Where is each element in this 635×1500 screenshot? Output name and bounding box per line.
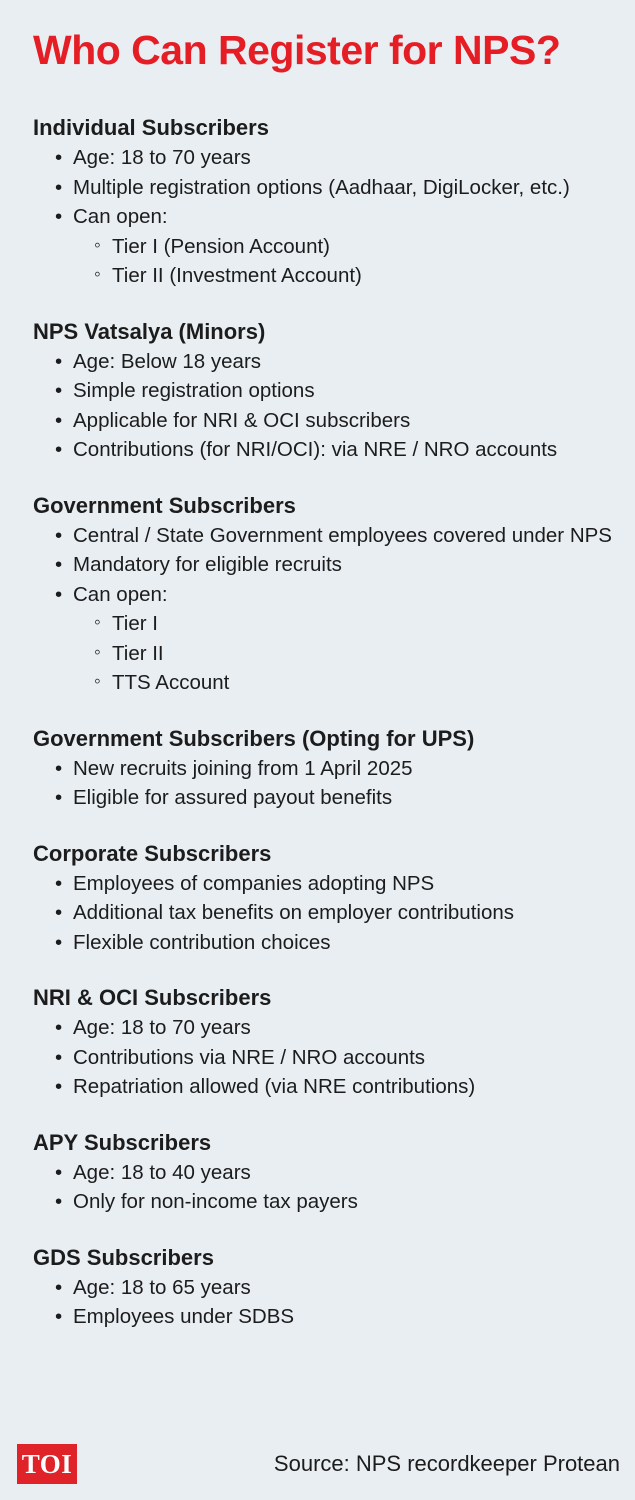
bullet-item: • Applicable for NRI & OCI subscribers (55, 406, 618, 436)
bullet-item: • Employees under SDBS (55, 1302, 618, 1332)
bullet-item: • Mandatory for eligible recruits (55, 550, 618, 580)
section-government-subscribers (33, 491, 618, 698)
bullet-list (33, 869, 618, 958)
bullet-item: • Additional tax benefits on employer contributions (55, 898, 618, 928)
bullet-item: • Age: 18 to 40 years (55, 1158, 618, 1188)
section-heading: NPS Vatsalya (Minors) (33, 318, 266, 344)
bullet-list (33, 143, 618, 291)
bullet-item: • Contributions via NRE / NRO accounts (55, 1043, 618, 1073)
bullet-list (33, 521, 618, 698)
sub-bullet-item: ◦ Tier I (94, 609, 618, 639)
bullet-list (33, 1013, 618, 1102)
bullet-item: • New recruits joining from 1 April 2025 (55, 754, 618, 784)
footer (17, 1444, 620, 1484)
bullet-item: • Repatriation allowed (via NRE contributions) (55, 1072, 618, 1102)
bullet-item: • Flexible contribution choices (55, 928, 618, 958)
bullet-item: • Age: 18 to 65 years (55, 1273, 618, 1303)
section-nps-vatsalya-minors (33, 317, 618, 465)
section-heading: NRI & OCI Subscribers (33, 985, 272, 1010)
section-heading: APY Subscribers (33, 1129, 212, 1155)
bullet-item: • Can open: ◦ Tier I (Pension Account) ◦ Tier II (Investment Account) (55, 202, 618, 291)
section-gds-subscribers (33, 1243, 618, 1332)
sub-bullet-list (73, 232, 618, 291)
section-government-subscribers-opting-for-ups (33, 724, 618, 813)
section-heading: GDS Subscribers (33, 1244, 214, 1270)
bullet-item: • Employees of companies adopting NPS (55, 869, 618, 899)
section-heading: Corporate Subscribers (33, 840, 272, 866)
bullet-item: • Only for non-income tax payers (55, 1187, 618, 1217)
bullet-item: • Contributions (for NRI/OCI): via NRE / NRO accounts (55, 435, 618, 465)
section-individual-subscribers (33, 113, 618, 291)
section-heading: Individual Subscribers (33, 115, 269, 140)
bullet-item: • Age: Below 18 years (55, 347, 618, 377)
sub-bullet-item: ◦ Tier II (Investment Account) (94, 261, 618, 291)
bullet-list (33, 1158, 618, 1217)
bullet-item: • Simple registration options (55, 376, 618, 406)
bullet-item: • Can open: ◦ Tier I ◦ Tier II ◦ TTS Account (55, 580, 618, 698)
sub-bullet-item: ◦ Tier I (Pension Account) (94, 232, 618, 262)
bullet-item: • Eligible for assured payout benefits (55, 783, 618, 813)
toi-logo: TOI (17, 1444, 77, 1484)
sub-bullet-item: ◦ TTS Account (94, 668, 618, 698)
section-apy-subscribers (33, 1128, 618, 1217)
sections-container (33, 113, 618, 1332)
bullet-list (33, 1273, 618, 1332)
bullet-item: • Age: 18 to 70 years (55, 143, 618, 173)
bullet-list (33, 347, 618, 465)
section-corporate-subscribers (33, 839, 618, 958)
sub-bullet-list (73, 609, 618, 698)
page-title: Who Can Register for NPS? (33, 27, 561, 73)
section-nri-oci-subscribers (33, 983, 618, 1102)
bullet-item: • Age: 18 to 70 years (55, 1013, 618, 1043)
source-text: Source: NPS recordkeeper Protean (273, 1451, 620, 1476)
bullet-item: • Central / State Government employees covered under NPS (55, 521, 618, 551)
bullet-item: • Multiple registration options (Aadhaar, DigiLocker, etc.) (55, 173, 618, 203)
bullet-list (33, 754, 618, 813)
section-heading: Government Subscribers (Opting for UPS) (33, 725, 475, 751)
section-heading: Government Subscribers (33, 492, 296, 518)
sub-bullet-item: ◦ Tier II (94, 639, 618, 669)
